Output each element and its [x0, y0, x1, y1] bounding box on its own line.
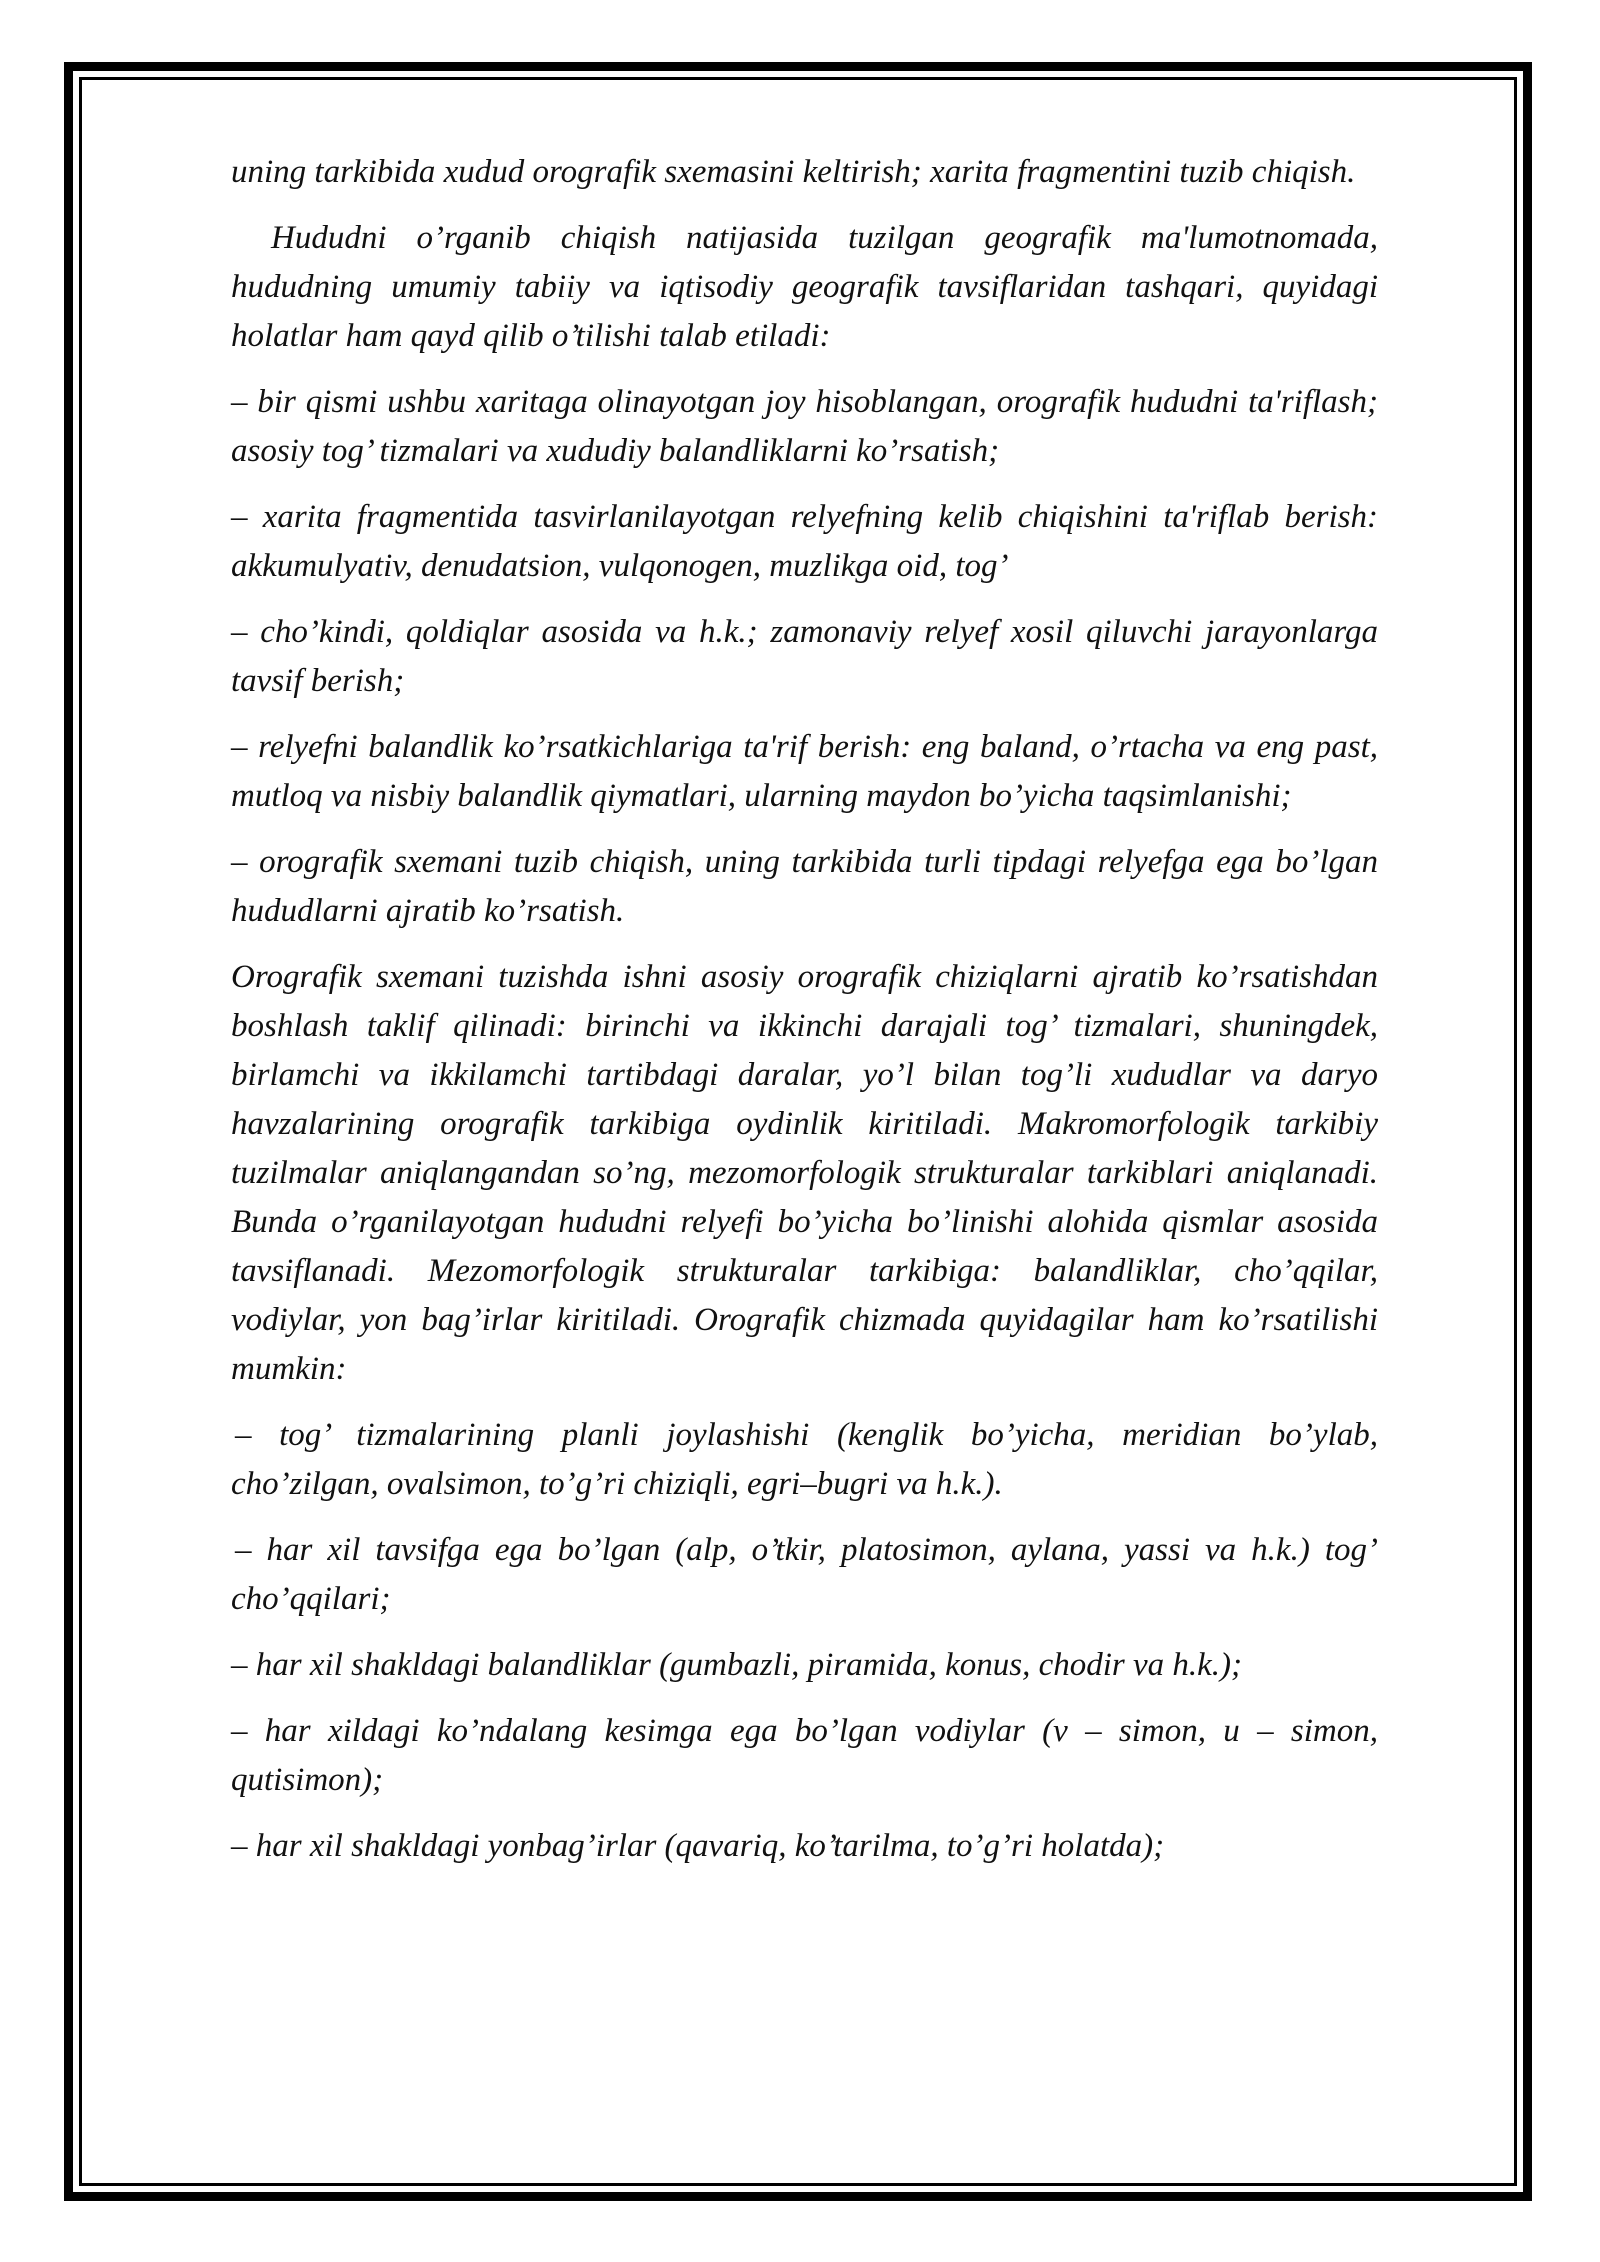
paragraph-2: Hududni o’rganib chiqish natijasida tuzilgan geografik ma'lumotnomada, hududning umumiy tabiiy va iqtisodiy geografik tavsiflaridan tashqari, quyidagi holatlar ham qayd qilib o’tilishi talab etiladi:: [231, 220, 1378, 354]
list-item-5: – orografik sxemani tuzib chiqish, uning tarkibida turli tipdagi relyefga ega bo’lgan hududlarni ajratib ko’rsatish.: [231, 844, 1378, 929]
list-item-10: – har xil shakldagi yonbag’irlar (qavariq, ko’tarilma, to’g’ri holatda);: [231, 1828, 1165, 1864]
document-body: [231, 148, 1378, 1888]
list-item-3: – cho’kindi, qoldiqlar asosida va h.k.; zamonaviy relyef xosil qiluvchi jarayonlarga tavsif berish;: [231, 614, 1378, 699]
list-item-7: – har xil tavsifga ega bo’lgan (alp, o’tkir, platosimon, aylana, yassi va h.k.) tog’ cho’qqilari;: [231, 1532, 1378, 1617]
paragraph-3: Orografik sxemani tuzishda ishni asosiy orografik chiziqlarni ajratib ko’rsatishdan boshlash taklif qilinadi: birinchi va ikkinchi darajali tog’ tizmalari, shuningdek, birlamchi va ikkilamchi tartibdagi daralar, yo’l bilan tog’li xududlar va daryo havzalarining orografik tarkibiga oydinlik kiritiladi. Makromorfologik tarkibiy tuzilmalar aniqlangandan so’ng, mezomorfologik strukturalar tarkiblari aniqlanadi. Bunda o’rganilayotgan hududni relyefi bo’yicha bo’linishi alohida qismlar asosida tavsiflanadi. Mezomorfologik strukturalar tarkibiga: balandliklar, cho’qqilar, vodiylar, yon bag’irlar kiritiladi. Orografik chizmada quyidagilar ham ko’rsatilishi mumkin:: [231, 959, 1378, 1387]
list-item-8: – har xil shakldagi balandliklar (gumbazli, piramida, konus, chodir va h.k.);: [231, 1647, 1242, 1683]
list-item-1: – bir qismi ushbu xaritaga olinayotgan joy hisoblangan, orografik hududni ta'riflash; asosiy tog’ tizmalari va xududiy balandliklarni ko’rsatish;: [231, 384, 1378, 469]
list-item-2: – xarita fragmentida tasvirlanilayotgan relyefning kelib chiqishini ta'riflab berish: akkumulyativ, denudatsion, vulqonogen, muzlikga oid, tog’: [231, 499, 1378, 584]
list-item-4: – relyefni balandlik ko’rsatkichlariga ta'rif berish: eng baland, o’rtacha va eng past, mutloq va nisbiy balandlik qiymatlari, ularning maydon bo’yicha taqsimlanishi;: [231, 729, 1378, 814]
list-item-9: – har xildagi ko’ndalang kesimga ega bo’lgan vodiylar (v – simon, u – simon, qutisimon);: [231, 1713, 1378, 1798]
list-item-6: – tog’ tizmalarining planli joylashishi (kenglik bo’yicha, meridian bo’ylab, cho’zilgan, ovalsimon, to’g’ri chiziqli, egri–bugri va h.k.).: [231, 1417, 1378, 1502]
paragraph-1: uning tarkibida xudud orografik sxemasini keltirish; xarita fragmentini tuzib chiqish.: [231, 154, 1356, 190]
